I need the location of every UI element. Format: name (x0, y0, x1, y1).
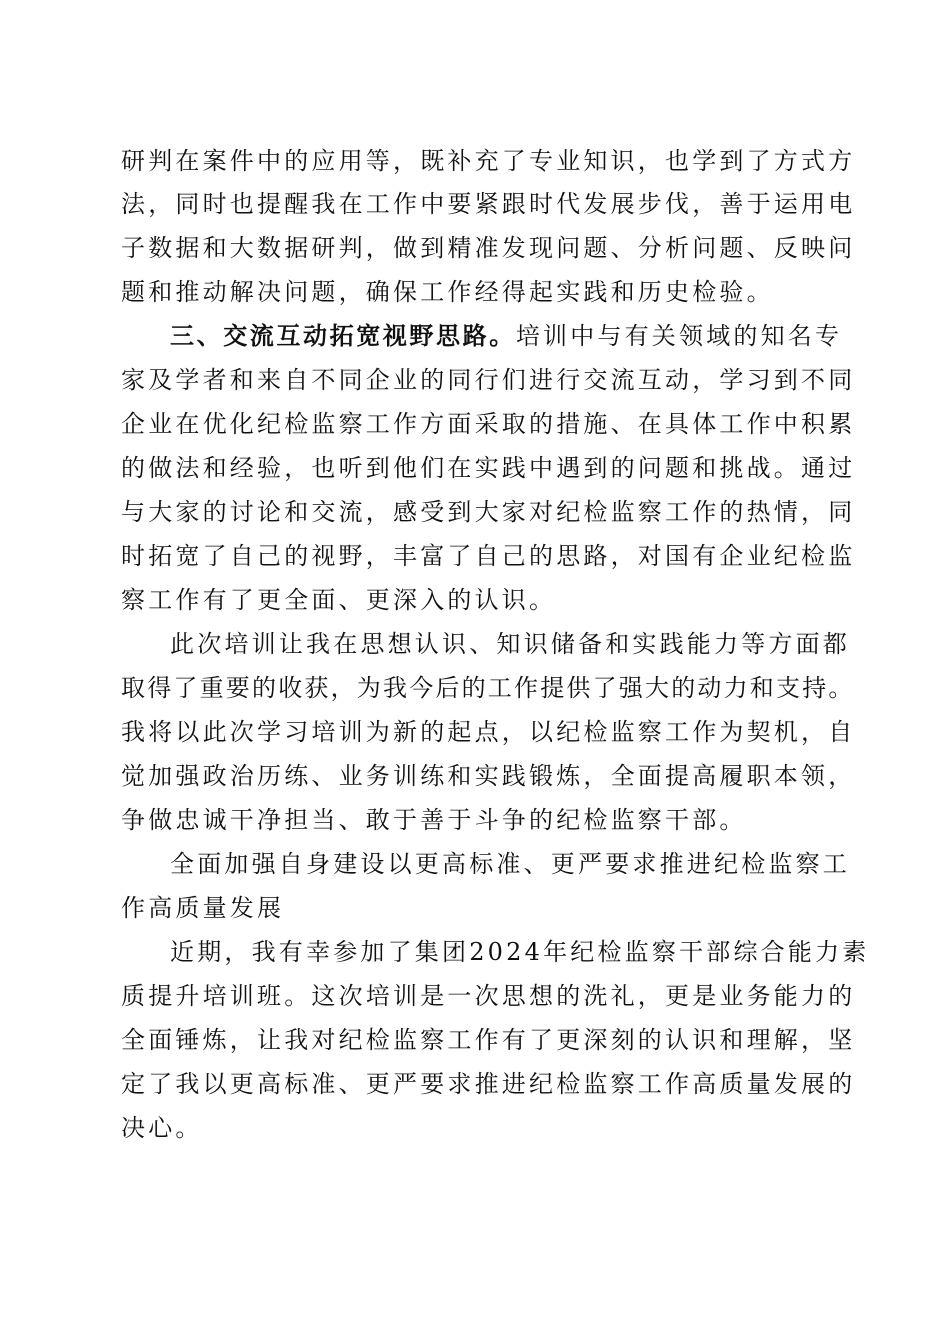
section-three-heading: 三、交流互动拓宽视野思路。 (170, 322, 516, 350)
paragraph-line: 定了我以更高标准、更严要求推进纪检监察工作高质量发展的 (121, 1070, 856, 1098)
section-three-first-line (170, 321, 890, 351)
paragraph-line: 近期，我有幸参加了集团2024年纪检监察干部综合能力素 (170, 938, 870, 966)
paragraph-line: 质提升培训班。这次培训是一次思想的洗礼，更是业务能力的 (121, 982, 856, 1010)
paragraph-line: 研判在案件中的应用等，既补充了专业知识，也学到了方式方 (121, 147, 856, 175)
paragraph-line: 法，同时也提醒我在工作中要紧跟时代发展步伐，善于运用电 (121, 190, 856, 218)
paragraph-line: 察工作有了更全面、更深入的认识。 (121, 586, 557, 614)
paragraph-line: 觉加强政治历练、业务训练和实践锻炼，全面提高履职本领， (121, 762, 856, 790)
paragraph-line: 与大家的讨论和交流，感受到大家对纪检监察工作的热情，同 (121, 498, 856, 526)
paragraph-line: 决心。 (121, 1114, 203, 1142)
paragraph-line: 我将以此次学习培训为新的起点，以纪检监察工作为契机，自 (121, 718, 856, 746)
paragraph-line: 的做法和经验，也听到他们在实践中遇到的问题和挑战。通过 (121, 454, 856, 482)
paragraph-line: 子数据和大数据研判，做到精准发现问题、分析问题、反映问 (121, 234, 856, 262)
title-line: 作高质量发展 (121, 894, 285, 922)
section-three-text: 培训中与有关领域的知名专 (515, 322, 843, 350)
paragraph-line: 时拓宽了自己的视野，丰富了自己的思路，对国有企业纪检监 (121, 542, 856, 570)
paragraph-line: 企业在优化纪检监察工作方面采取的措施、在具体工作中积累 (121, 410, 856, 438)
title-line: 全面加强自身建设以更高标准、更严要求推进纪检监察工 (170, 850, 850, 878)
paragraph-line: 取得了重要的收获，为我今后的工作提供了强大的动力和支持。 (121, 674, 855, 702)
paragraph-line: 全面锤炼，让我对纪检监察工作有了更深刻的认识和理解，坚 (121, 1026, 856, 1054)
paragraph-line: 争做忠诚干净担当、敢于善于斗争的纪检监察干部。 (121, 806, 747, 834)
paragraph-line: 此次培训让我在思想认识、知识储备和实践能力等方面都 (170, 630, 850, 658)
paragraph-line: 题和推动解决问题，确保工作经得起实践和历史检验。 (121, 278, 774, 306)
paragraph-line: 家及学者和来自不同企业的同行们进行交流互动，学习到不同 (121, 366, 856, 394)
